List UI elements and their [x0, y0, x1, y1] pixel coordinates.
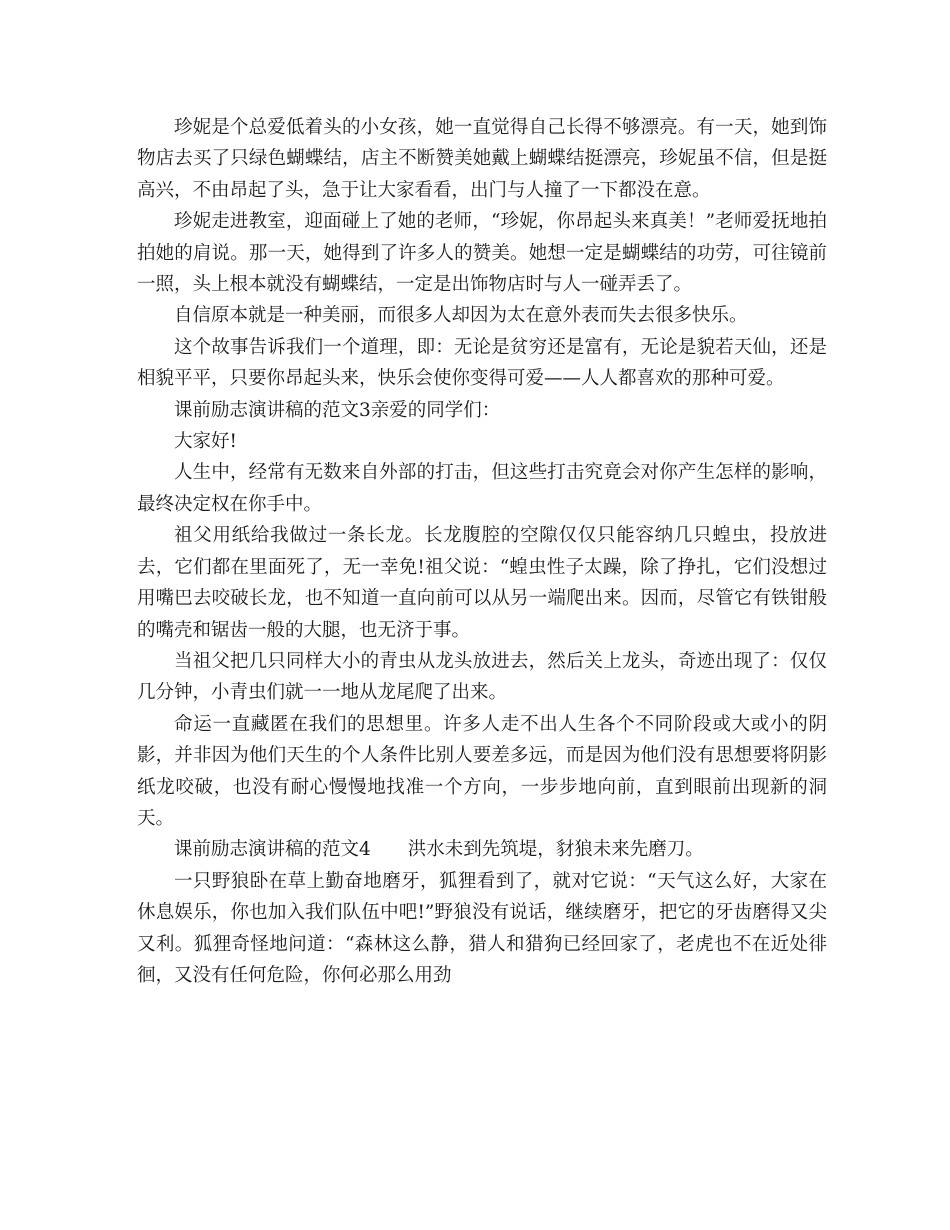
paragraph: 命运一直藏匿在我们的思想里。许多人走不出人生各个不同阶段或大或小的阴影，并非因为他们天生的个人条件比别人要差多远，而是因为他们没有思想要将阴影纸龙咬破，也没有耐心慢慢地找准一个方向，一步步地向前，直到眼前出现新的洞天。 — [137, 713, 827, 829]
paragraph: 一只野狼卧在草上勤奋地磨牙，狐狸看到了，就对它说：“天气这么好，大家在休息娱乐，你也加入我们队伍中吧!”野狼没有说话，继续磨牙，把它的牙齿磨得又尖又利。狐狸奇怪地问道：“森林这么静，猎人和猎狗已经回家了，老虎也不在近处徘徊，又没有任何危险，你何必那么用劲 — [137, 870, 827, 986]
paragraph: 这个故事告诉我们一个道理，即：无论是贫穷还是富有，无论是貌若天仙，还是相貌平平，只要你昂起头来，快乐会使你变得可爱——人人都喜欢的那种可爱。 — [137, 336, 827, 390]
document-body — [137, 112, 827, 991]
paragraph: 当祖父把几只同样大小的青虫从龙头放进去，然后关上龙头，奇迹出现了：仅仅几分钟，小青虫们就一一地从龙尾爬了出来。 — [137, 650, 827, 704]
greeting: 大家好! — [174, 431, 237, 453]
section-heading: 课前励志演讲稿的范文4 洪水未到先筑堤，豺狼未来先磨刀。 — [174, 839, 704, 861]
paragraph: 祖父用纸给我做过一条长龙。长龙腹腔的空隙仅仅只能容纳几只蝗虫，投放进去，它们都在里面死了，无一幸免!祖父说：“蝗虫性子太躁，除了挣扎，它们没想过用嘴巴去咬破长龙，也不知道一直向前可以从另一端爬出来。因而，尽管它有铁钳般的嘴壳和锯齿一般的大腿，也无济于事。 — [137, 525, 827, 641]
paragraph: 自信原本就是一种美丽，而很多人却因为太在意外表而失去很多快乐。 — [174, 305, 748, 327]
section-heading: 课前励志演讲稿的范文3亲爱的同学们： — [174, 399, 501, 421]
paragraph: 珍妮走进教室，迎面碰上了她的老师，“珍妮，你昂起头来真美！”老师爱抚地拍拍她的肩说。那一天，她得到了许多人的赞美。她想一定是蝴蝶结的功劳，可往镜前一照，头上根本就没有蝴蝶结，一定是出饰物店时与人一碰弄丢了。 — [137, 211, 827, 296]
paragraph: 珍妮是个总爱低着头的小女孩，她一直觉得自己长得不够漂亮。有一天，她到饰物店去买了只绿色蝴蝶结，店主不断赞美她戴上蝴蝶结挺漂亮，珍妮虽不信，但是挺高兴，不由昂起了头，急于让大家看看，出门与人撞了一下都没在意。 — [137, 117, 827, 201]
paragraph: 人生中，经常有无数来自外部的打击，但这些打击究竟会对你产生怎样的影响，最终决定权在你手中。 — [137, 462, 827, 515]
